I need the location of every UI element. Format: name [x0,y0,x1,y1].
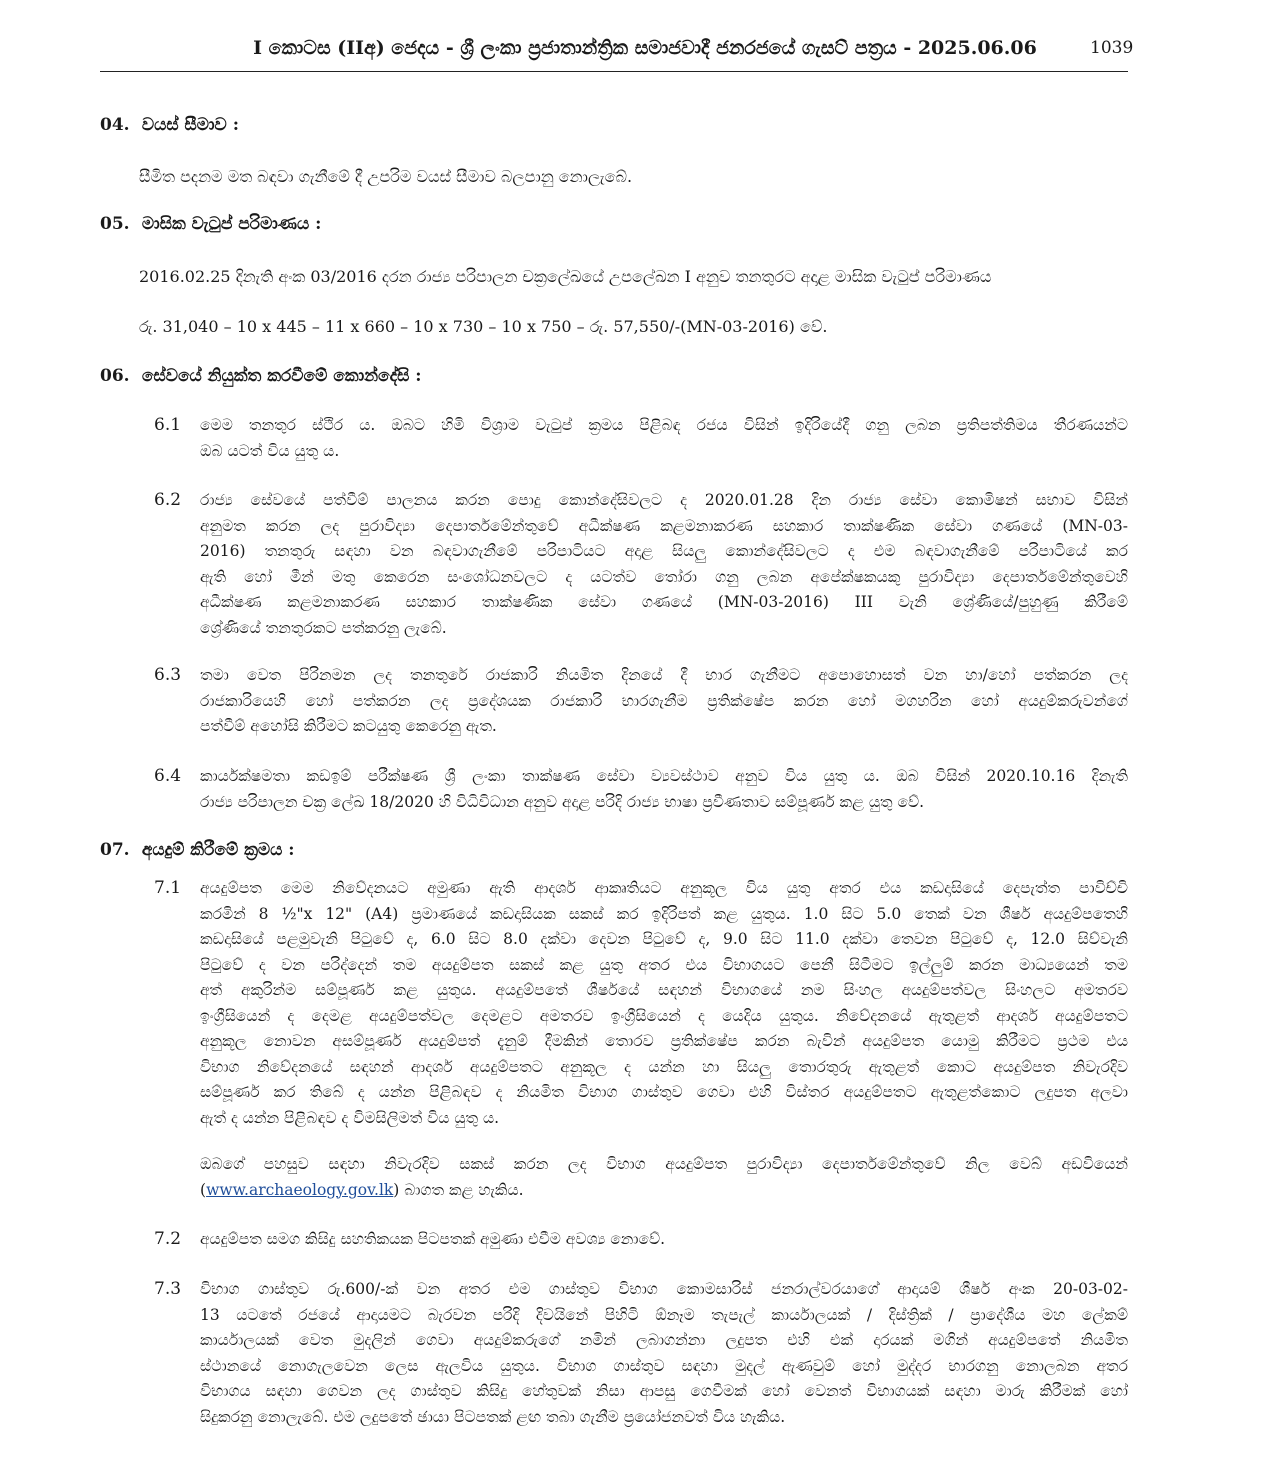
text-line: පත්වීම් අහෝසි කිරීමට කටයුතු කෙරෙනු ඇත. [200,717,497,735]
section-04-text: සීමිත පදනම මත බඳවා ගැනීමේ දී උපරිම වයස් සීමාව බලපානු නොලැබේ. [139,167,633,186]
section-number: 04. [100,115,130,135]
text-line: අයදුම්පත මෙම නිවේදනයට අමුණා ඇති ආදර්ශ ආකෘතියට අනුකූල විය යුතු අතර එය කඩදාසියේ දෙපැත්ත පාවිච්චි [200,879,1128,897]
section-05-heading [100,214,321,234]
section-title: අයදුම් කිරීමේ ක්‍රමය : [141,840,295,860]
text-line: ශ්‍රේණියේ තනතුරකට පත්කරනු ලැබේ. [200,618,447,637]
subsection-number: 6.3 [154,665,182,685]
subsection-6-3-text [200,663,1128,740]
text-line: සම්පූර්ණ කර තිබේ ද යන්න පිළිබඳව ද නියමිත විභාග ගාස්තුව ගෙවා එහි විස්තර අයදුම්පතට ඇතුළත්කොට ලදුපත අලවා [200,1083,1128,1101]
text-line: අධීක්ෂණ කළමනාකරණ සහකාර තාක්ෂණික සේවා ගණයේ (MN-03-2016) III වැනි ශ්‍රේණියේ/පුහුණු කිරීමේ [200,593,1128,611]
subsection-number: 7.3 [154,1279,182,1299]
section-title: වයස් සීමාව : [141,115,239,135]
text-line: කාර්යක්ෂමතා කඩඉම් පරීක්ෂණ ශ්‍රී ලංකා තාක්ෂණ සේවා ව්‍යවස්ථාව අනුව විය යුතු ය. ඔබ විසින් 2020.10.16 දිනැති [200,767,1128,785]
section-07-heading [100,840,295,860]
section-number: 06. [100,366,130,386]
text-line: කරමින් 8 ½"x 12" (A4) ප්‍රමාණයේ කඩදාසියක සකස් කර ඉදිරිපත් කළ යුතුය. 1.0 සිට 5.0 තෙක් වන ශීර්ෂ අයදුම්පතෙහි [200,904,1128,923]
page-number: 1039 [1090,38,1134,58]
text-line: විභාගය සඳහා ගෙවන ලද ගාස්තුව කිසිදු හේතුවක් නිසා ආපසු ගෙවීමක් හෝ වෙනත් විභාගයක් සඳහා මාරු කිරීමක් හෝ [200,1382,1128,1400]
subsection-number: 7.1 [154,878,182,898]
text-line: විභාග නිවේදනයේ සඳහන් ආදර්ශ අයදුම්පතට අනුකූල ද යන්න හා සියලු තොරතුරු ඇතුළත් කොට අයදුම්පත නිවැරදිව [200,1057,1128,1076]
text-line: කඩදාසියේ පළමුවැනි පිටුවේ ද, 6.0 සිට 8.0 දක්වා දෙවන පිටුවේ ද, 9.0 සිට 11.0 දක්වා තෙවන පිටුවේ ද, 12.0 සිව්වැනි [200,930,1128,948]
section-number: 05. [100,214,130,234]
section-04-heading [100,115,239,135]
text-line: අනුමත කරන ලද පුරාවිද්‍යා දෙපාර්තමේන්තුවේ අධීක්ෂණ කළමනාකරණ සහකාර තාක්ෂණික සේවා ගණයේ (MN-03- [200,516,1128,535]
subsection-number: 6.2 [154,490,182,510]
text-line: අනුකූල නොවන අසම්පූර්ණ අයදුම්පත් දැනුම් දීමකින් තොරව ප්‍රතික්ෂේප කරන බැවින් අයදුම්පත යොමු කිරීමට ප්‍රථම එය [200,1032,1128,1050]
page-header-title: I කොටස (IIඅ) ජෙදය - ශ්‍රී ලංකා ප්‍රජාතාන්ත්‍රික සමාජවාදී ජනරජයේ ගැසට් පත්‍රය - 2025.06.06 [253,37,1037,59]
text-line: අයදුම්පත සමග කිසිදු සහතිකයක පිටපතක් අමුණා එවීම අවශ්‍ය නොවේ. [200,1230,666,1248]
website-link[interactable]: www.archaeology.gov.lk [206,1180,394,1199]
text-line: රාජකාරියෙහි හෝ පත්කරන ලද ප්‍රදේශයක රාජකාරි භාරගැනීම ප්‍රතික්ෂේප කරන හෝ මගහරින හෝ අයදුම්කරුවන්ගේ [200,691,1128,710]
section-title: සේවයේ නියුක්ත කරවීමේ කොන්දේසි : [141,366,422,386]
subsection-6-1-text [200,413,1128,464]
subsection-number: 6.1 [154,415,182,435]
text-line: කාර්යාලයක් වෙත මුදලින් ගෙවා අයදුම්කරුගේ නමින් ලබාගන්නා ලදුපත එහි එක් දාරයක් මගින් අයදුම්පතේ නියමිත [200,1331,1128,1349]
text-line: ඔබගේ පහසුව සඳහා නිවැරදිව සකස් කරන ලද විභාග අයදුම්පත පුරාවිද්‍යා දෙපාර්තමේන්තුවේ නිල වෙබ් අඩවියෙන් [200,1155,1128,1173]
section-title: මාසික වැටුප් පරිමාණය : [141,214,322,234]
text-line [200,1178,1128,1204]
text-line: ඇත් ද යන්න පිළිබඳව ද විමසිලිමත් විය යුතු ය. [200,1108,500,1127]
subsection-6-2-text [200,488,1128,641]
section-number: 07. [100,840,130,860]
text-line: සිදුකරනු නොලැබේ. එම ලදුපතේ ඡායා පිටපතක් ළඟ තබා ගැනීම ප්‍රයෝජනවත් විය හැකිය. [200,1407,786,1426]
text-line: 2016) තනතුරු සඳහා වන බඳවාගැනීමේ පරිපාටියට අදාළ සියලු කොන්දේසිවලට ද එම බඳවාගැනීමේ පරිපාටියේ කර [200,542,1128,560]
text-line: රාජ්‍ය සේවයේ පත්වීම් පාලනය කරන පොදු කොන්දේසිවලට ද 2020.01.28 දින රාජ්‍ය සේවා කොමිෂන් සභාව විසින් [200,491,1128,509]
text-line: මෙම තනතුර ස්ථිර ය. ඔබට හිමි විශ්‍රාම වැටුප් ක්‍රමය පිළිබඳ රජය විසින් ඉදිරියේදී ගනු ලබන ප්‍රතිපත්තිමය තීරණයන්ට [200,416,1128,434]
text-line: ඇති හෝ මීන් මතු කෙරෙන සංශෝධනවලට ද යටත්ව තෝරා ගනු ලබන අපේක්ෂකයකු පුරාවිද්‍යා දෙපාර්තමේන්තුවෙහි [200,567,1128,586]
text-line: පිටුවේ ද වන පරිද්දෙන් තම අයදුම්පත සකස් කළ යුතු අතර එය විභාගයට පෙනී සිටීමට ඉල්ලුම් කරන මාධ්‍යයෙන් තම [200,955,1128,974]
section-06-heading [100,366,422,386]
subsection-6-4-text [200,764,1128,815]
text-line: ඉංග්‍රීසියෙන් ද දෙමළ අයදුම්පත්වල දෙමළට අමතරව ඉංග්‍රීසියෙන් ද යෙදිය යුතුය. නිවේදනයේ ඇතුළත් ආදර්ශ අයදුම්පතට [200,1006,1128,1025]
text-line: විභාග ගාස්තුව රු.600/-ක් වන අතර එම ගාස්තුව විභාග කොමසාරිස් ජනරාල්වරයාගේ ආදායම් ශීර්ෂ අංක 20-03-02- [200,1280,1128,1298]
subsection-7-3-text [200,1277,1128,1430]
subsection-7-1-note [200,1152,1128,1203]
subsection-7-2-text [200,1227,1128,1253]
subsection-number: 7.2 [154,1229,182,1249]
bracket-open: ( [200,1180,207,1199]
text-line: ඔබ යටත් විය යුතු ය. [200,441,340,460]
section-05-salary-scale: රු. 31,040 – 10 x 445 – 11 x 660 – 10 x 730 – 10 x 750 – රු. 57,550/-(MN-03-2016) වේ. [139,317,828,336]
section-05-text-1: 2016.02.25 දිනැති අංක 03/2016 දරන රාජ්‍ය පරිපාලන චක්‍රලේඛයේ උපලේඛන I අනුව තනතුරට අදාළ මාසික වැටුප් පරිමාණය [139,267,992,286]
bracket-close-text: ) බාගත කළ හැකිය. [393,1180,524,1199]
text-line: 13 යටතේ රජයේ ආදායමට බැරවන පරිදි දිවයිනේ පිහිටි ඕනෑම තැපැල් කාර්යාලයක් / දිස්ත්‍රික් / ප්‍රාදේශීය මහ ලේකම් [200,1305,1128,1324]
text-line: අත් අකුරින්ම සම්පූර්ණ කළ යුතුය. අයදුම්පතේ ශීර්ෂයේ සඳහන් විභාගයේ නම සිංහල අයදුම්පත්වල සිංහලට අමතරව [200,981,1128,999]
text-line: ස්ථානයේ නොගැලවෙන ලෙස ඇලවිය යුතුය. විභාග ගාස්තුව සඳහා මුදල් ඇණවුම් හෝ මුද්දර භාරගනු නොලබන අතර [200,1356,1128,1375]
subsection-number: 6.4 [154,766,182,786]
subsection-7-1-text [200,876,1128,1131]
text-line: රාජ්‍ය පරිපාලන චක්‍ර ලේඛ 18/2020 හි විධිවිධාන අනුව අදාළ පරිදි රාජ්‍ය භාෂා ප්‍රවීණතාව සම්පූර්ණ කළ යුතු වේ. [200,792,925,811]
header-divider [100,71,1128,72]
text-line: තමා වෙත පිරිනමන ලද තනතුරේ රාජකාරි නියමිත දිනයේ දී භාර ගැනීමට අපොහොසත් වන හා/හෝ පත්කරන ලද [200,666,1128,684]
